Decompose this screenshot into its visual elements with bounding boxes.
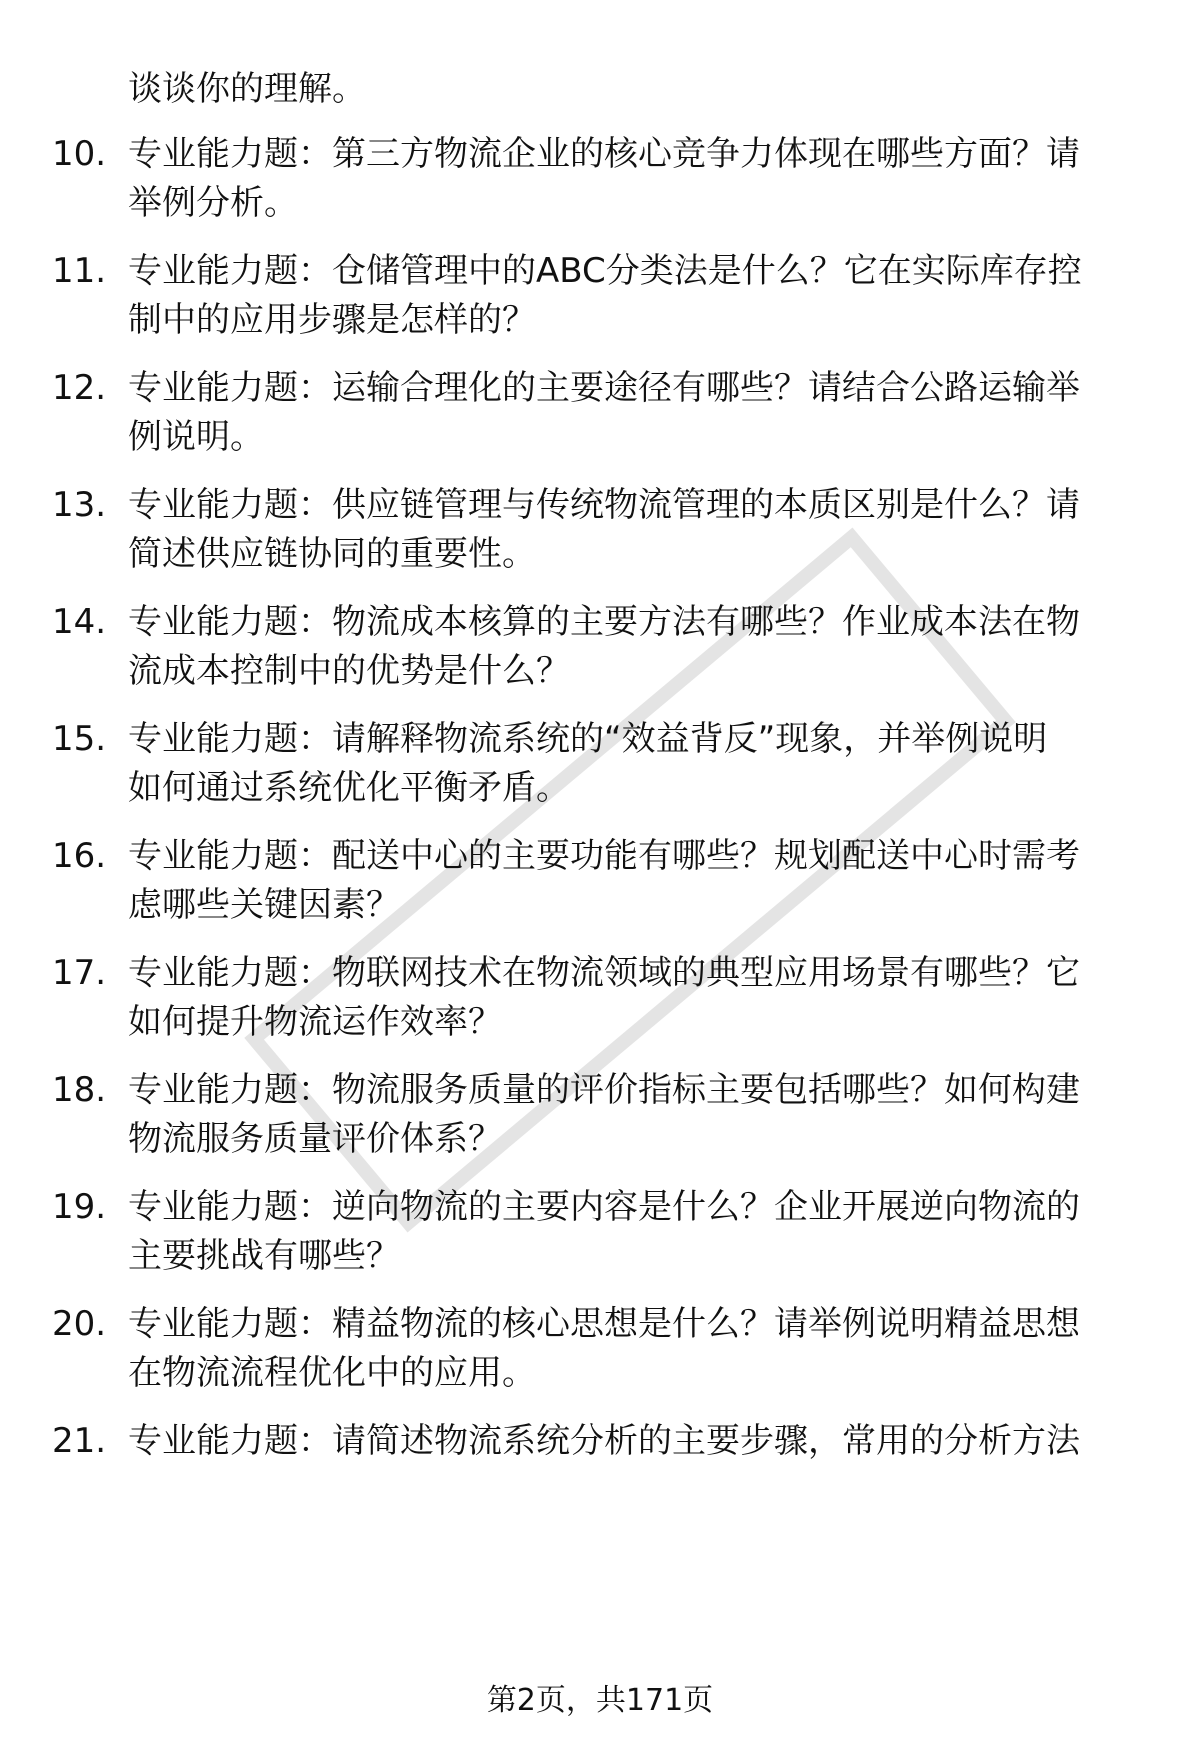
- question-text: 专业能力题：精益物流的核心思想是什么？请举例说明精益思想 在物流流程优化中的应用。: [128, 1304, 1080, 1393]
- question-number: 18.: [52, 1070, 107, 1110]
- question-text: 专业能力题：物流成本核算的主要方法有哪些？作业成本法在物 流成本控制中的优势是什么？: [128, 602, 1080, 691]
- question-number: 21.: [52, 1421, 107, 1461]
- question-text: 专业能力题：运输合理化的主要途径有哪些？请结合公路运输举 例说明。: [128, 368, 1080, 457]
- continued-question-text: 谈谈你的理解。: [128, 69, 366, 109]
- question-text: 专业能力题：第三方物流企业的核心竞争力体现在哪些方面？请 举例分析。: [128, 134, 1080, 223]
- question-text: 专业能力题：物流服务质量的评价指标主要包括哪些？如何构建 物流服务质量评价体系？: [128, 1070, 1080, 1159]
- question-text: 专业能力题：请简述物流系统分析的主要步骤，常用的分析方法: [128, 1421, 1080, 1461]
- question-text: 专业能力题：请解释物流系统的“效益背反”现象，并举例说明 如何通过系统优化平衡矛盾。: [128, 719, 1048, 808]
- page-number-footer: 第2页，共171页: [486, 1683, 714, 1718]
- question-text: 专业能力题：配送中心的主要功能有哪些？规划配送中心时需考 虑哪些关键因素？: [128, 836, 1080, 925]
- question-text: 专业能力题：供应链管理与传统物流管理的本质区别是什么？请 简述供应链协同的重要性。: [128, 485, 1080, 574]
- question-number: 13.: [52, 485, 107, 525]
- question-number: 16.: [52, 836, 107, 876]
- question-text: 专业能力题：仓储管理中的ABC分类法是什么？它在实际库存控 制中的应用步骤是怎样的？: [128, 251, 1082, 340]
- question-number: 11.: [52, 251, 107, 291]
- question-number: 17.: [52, 953, 107, 993]
- question-number: 19.: [52, 1187, 107, 1227]
- question-number: 14.: [52, 602, 107, 642]
- question-number: 10.: [52, 134, 107, 174]
- question-number: 15.: [52, 719, 107, 759]
- question-text: 专业能力题：逆向物流的主要内容是什么？企业开展逆向物流的 主要挑战有哪些？: [128, 1187, 1080, 1276]
- question-number: 20.: [52, 1304, 107, 1344]
- question-text: 专业能力题：物联网技术在物流领域的典型应用场景有哪些？它 如何提升物流运作效率？: [128, 953, 1080, 1042]
- question-number: 12.: [52, 368, 107, 408]
